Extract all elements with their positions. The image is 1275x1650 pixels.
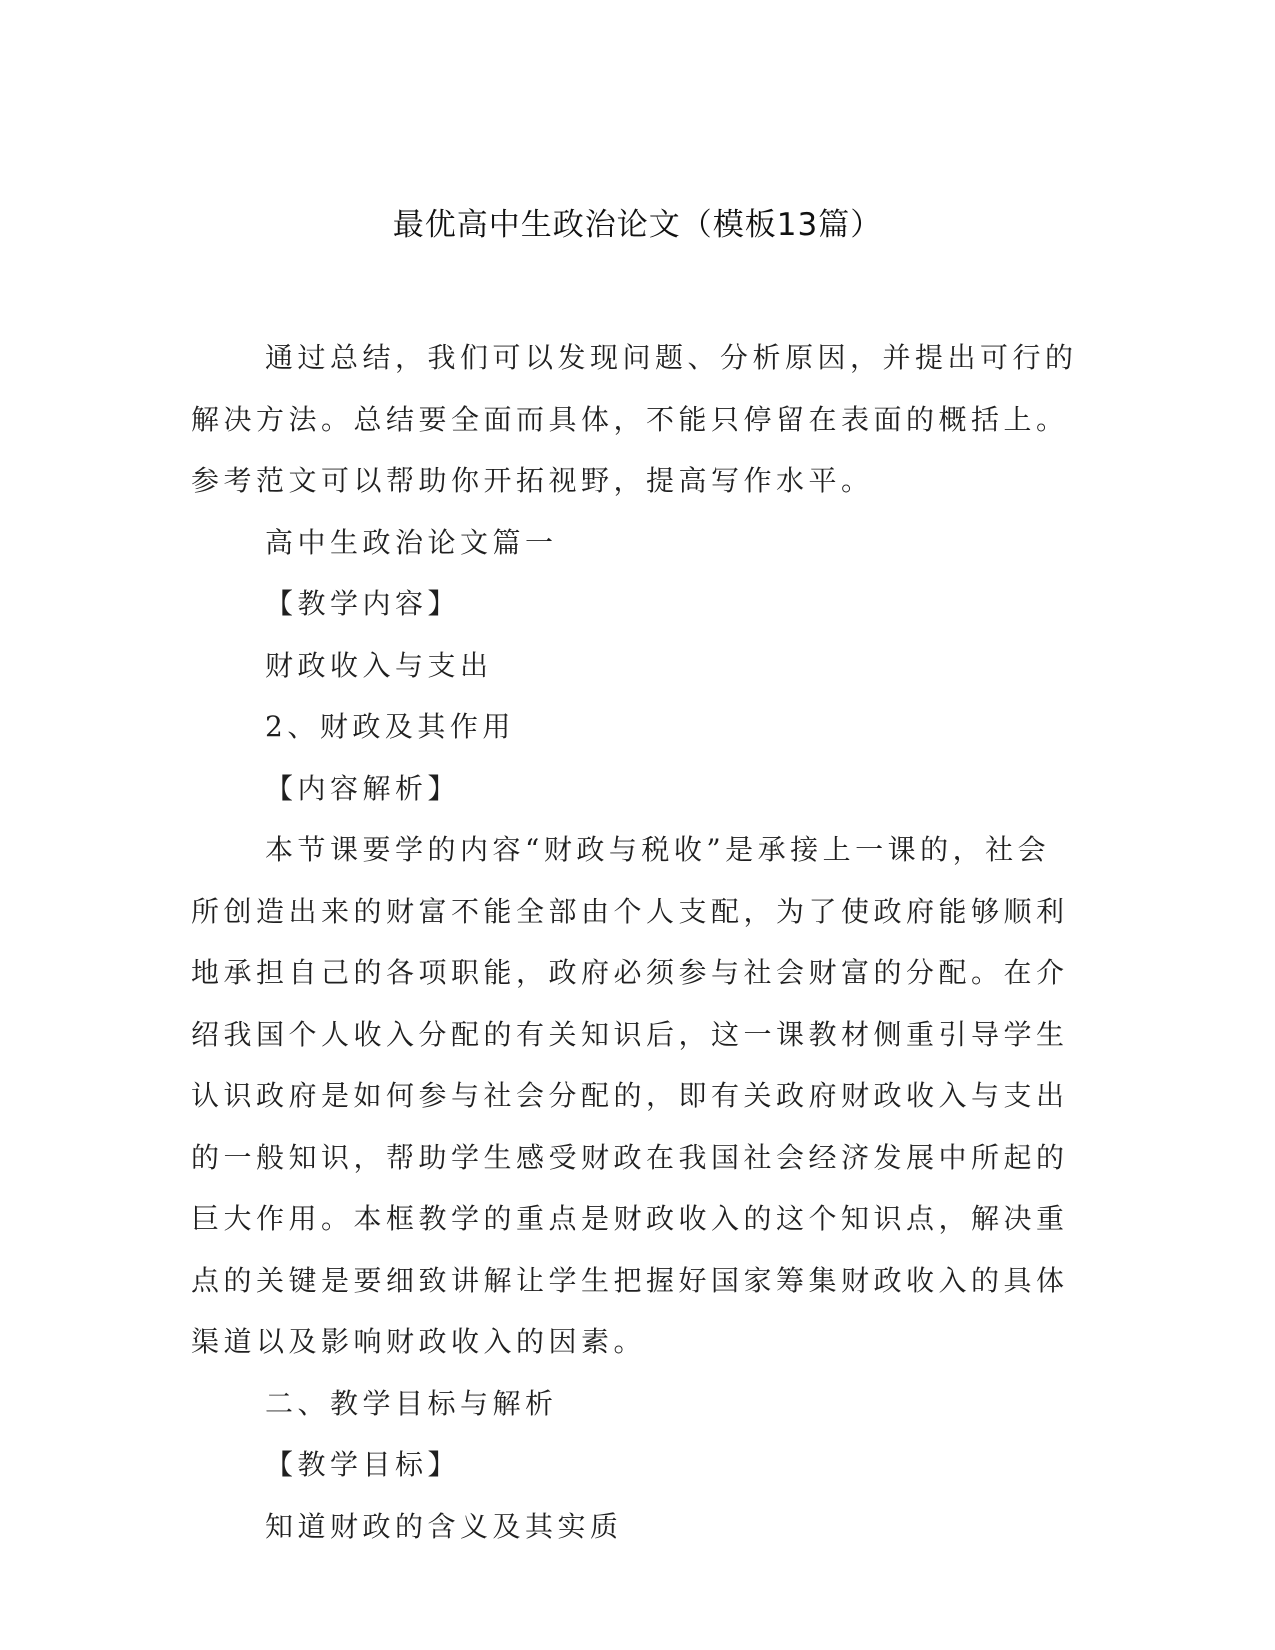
content-analysis-paragraph: 本节课要学的内容“财政与税收”是承接上一课的，社会所创造出来的财富不能全部由个人支配，为了使政府能够顺利地承担自己的各项职能，政府必须参与社会财富的分配。在介绍我国个人收入分配的有关知识后，这一课教材侧重引导学生认识政府是如何参与社会分配的，即有关政府财政收入与支出的一般知识，帮助学生感受财政在我国社会经济发展中所起的巨大作用。本框教学的重点是财政收入的这个知识点，解决重点的关键是要细致讲解让学生把握好国家筹集财政收入的具体渠道以及影响财政收入的因素。 [191, 833, 1069, 1358]
teaching-content-item: 财政收入与支出 [265, 648, 493, 682]
teaching-content-label: 【教学内容】 [265, 587, 461, 620]
teaching-objectives-label: 【教学目标】 [265, 1448, 461, 1481]
objectives-heading: 二、教学目标与解析 [265, 1386, 558, 1420]
teaching-content-item: 2、财政及其作用 [265, 710, 515, 743]
intro-paragraph: 通过总结，我们可以发现问题、分析原因，并提出可行的解决方法。总结要全面而具体，不能只停留在表面的概括上。参考范文可以帮助你开拓视野，提高写作水平。 [191, 341, 1078, 497]
teaching-objective-item: 知道财政的含义及其实质 [265, 1509, 623, 1543]
content-analysis-label: 【内容解析】 [265, 771, 461, 805]
document-body [191, 327, 1081, 1557]
section-heading: 高中生政治论文篇一 [265, 525, 558, 559]
document-title: 最优高中生政治论文（模板13篇） [392, 207, 883, 243]
